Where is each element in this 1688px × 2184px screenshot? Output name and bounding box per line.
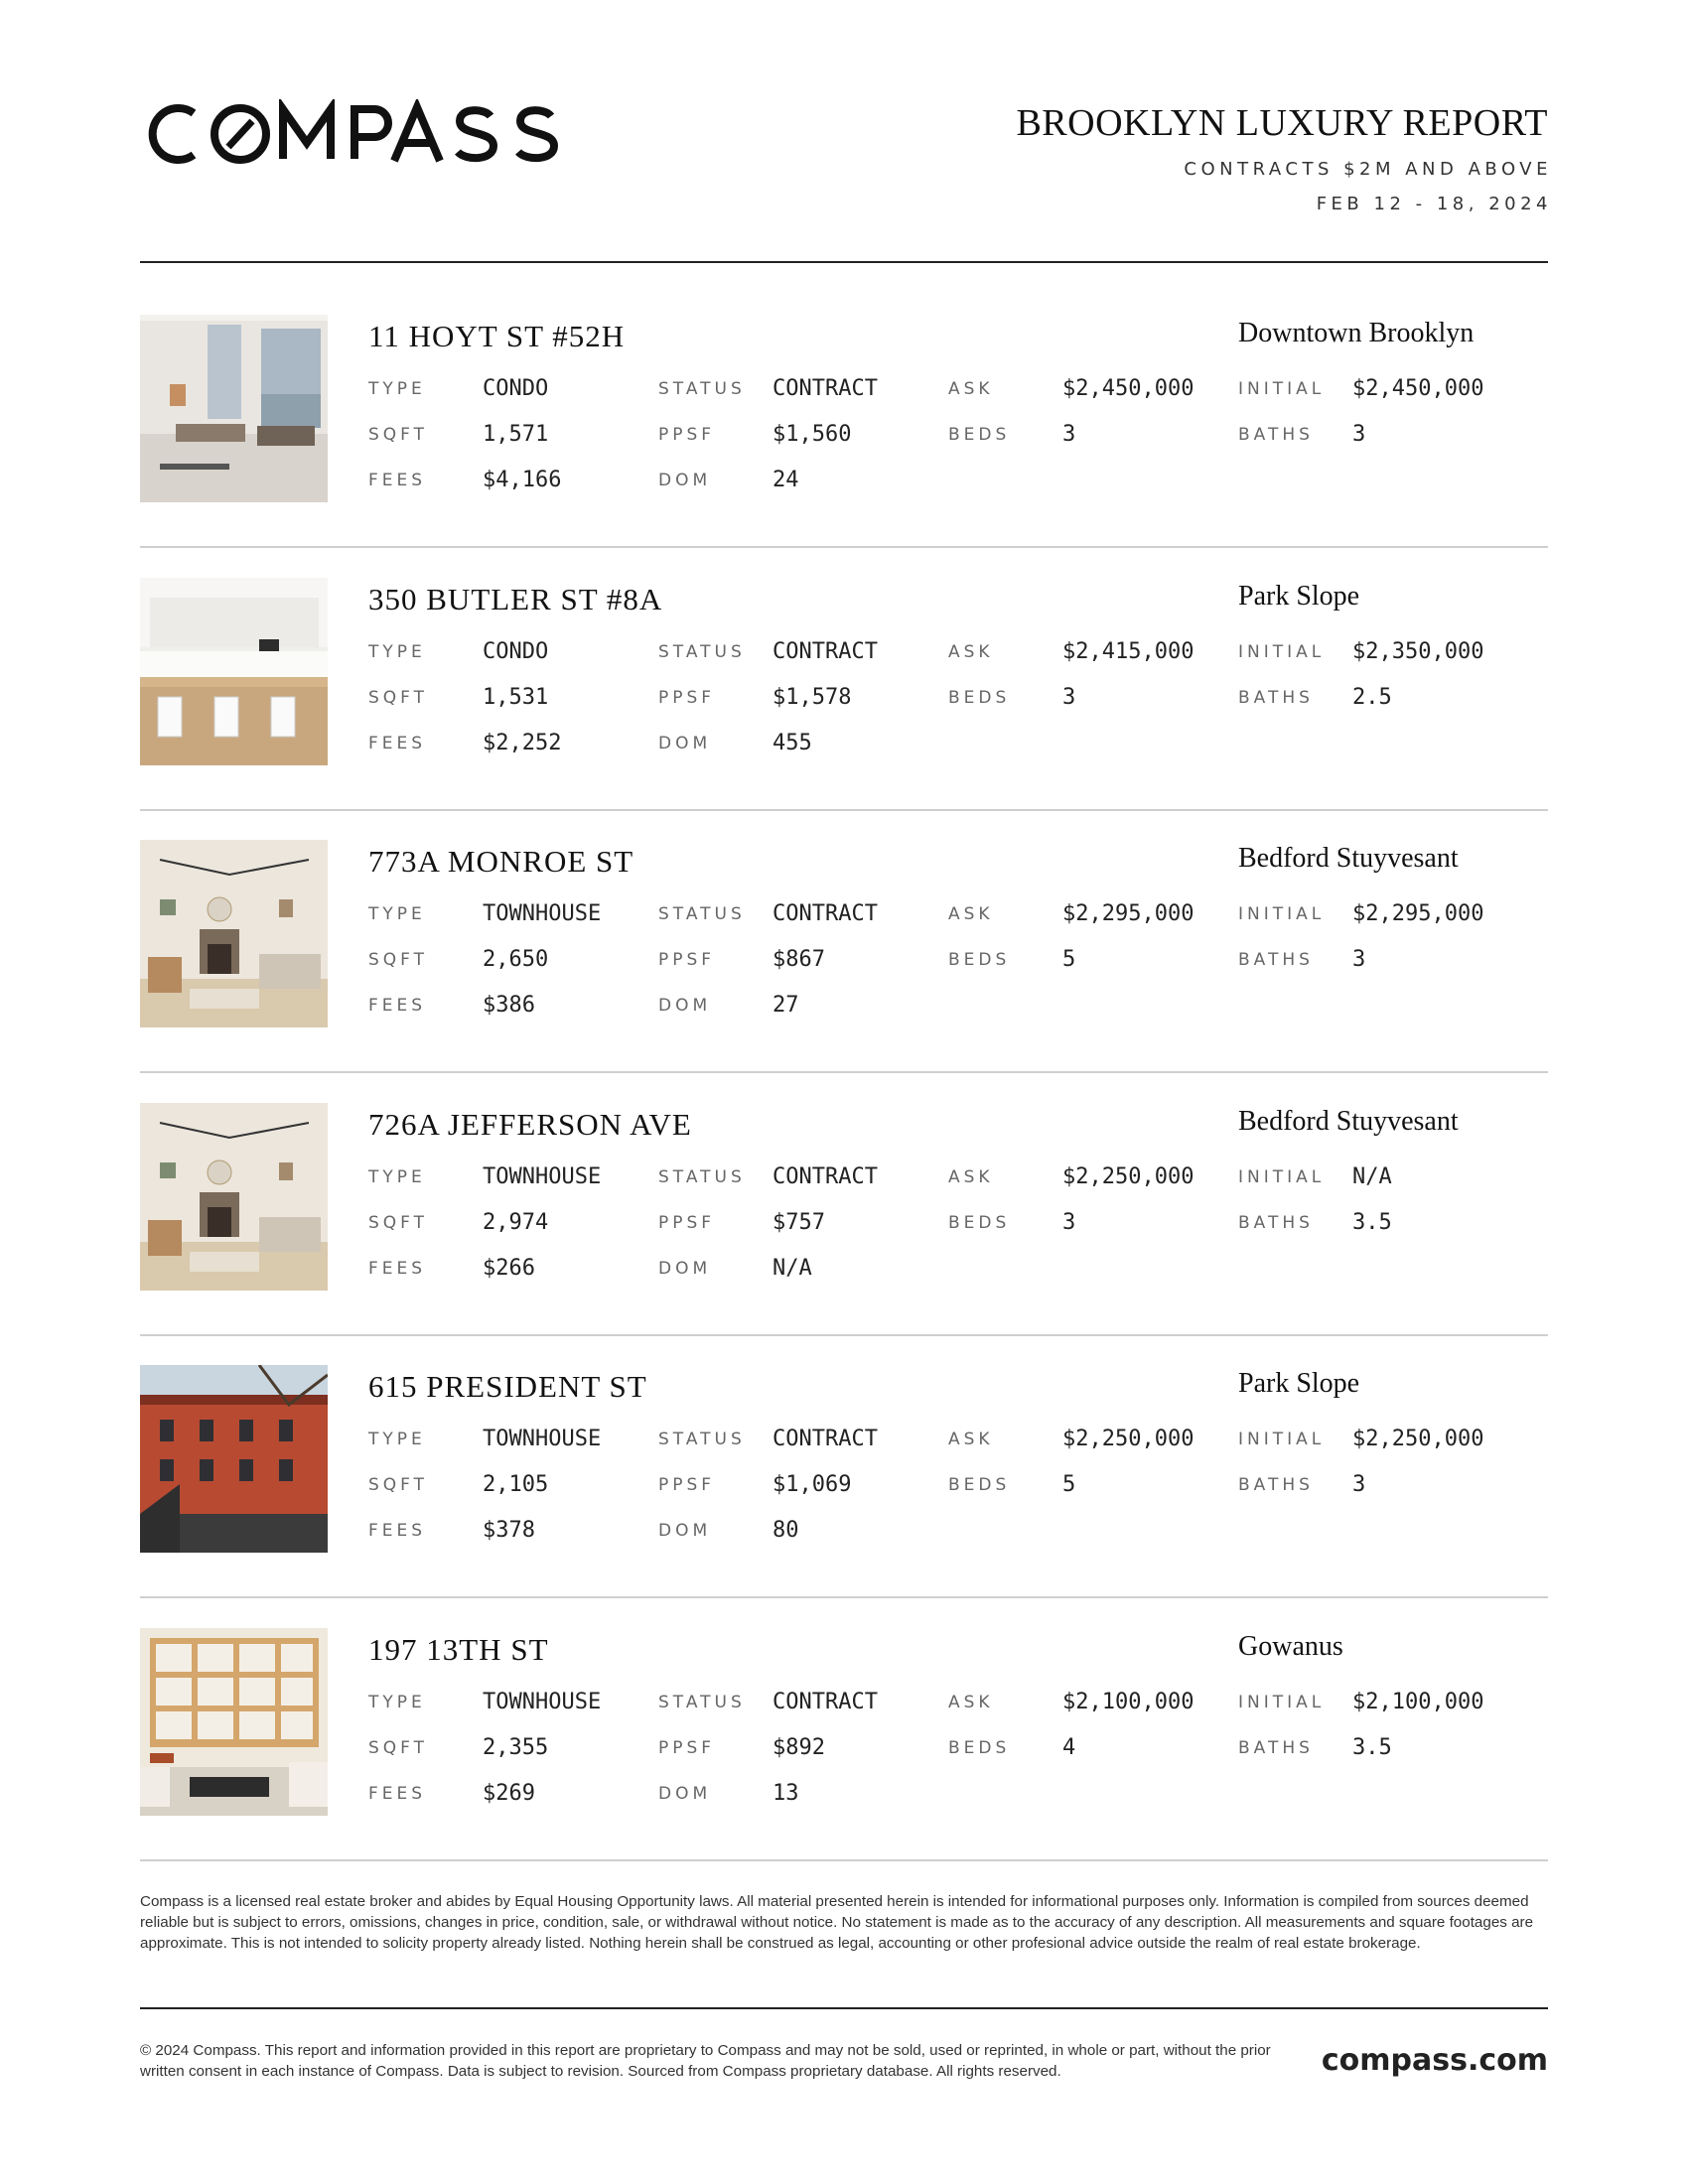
status-label: STATUS	[658, 379, 746, 399]
listing-item[interactable]	[140, 315, 1548, 578]
listing-neighborhood: Gowanus	[1238, 1630, 1343, 1662]
ask-value: $2,100,000	[1062, 1689, 1195, 1714]
initial-value: $2,250,000	[1352, 1427, 1484, 1451]
ask-label: ASK	[948, 1166, 994, 1187]
site-link[interactable]: compass.com	[1321, 2043, 1548, 2078]
baths-label: BATHS	[1238, 425, 1314, 445]
type-value: TOWNHOUSE	[483, 901, 602, 926]
sqft-value: 2,105	[483, 1472, 549, 1497]
initial-label: INITIAL	[1238, 1692, 1326, 1712]
dom-label: DOM	[658, 1783, 712, 1804]
disclaimer-text: Compass is a licensed real estate broker and abides by Equal Housing Opportunity laws. All material presented herein is intended for informational purposes only. Information is compiled from sources deemed reliable but is subject to errors, omissions, changes in price, condition, sale, or withdrawal without notice. No statement is made as to the accuracy of any description. All measurements and square footages are approximate. This is not intended to solicity property already listed. Nothing herein shall be construed as legal, accounting or other profesional advice outside the realm of real estate brokerage.	[140, 1893, 1534, 1952]
beds-label: BEDS	[948, 1212, 1011, 1233]
ask-label: ASK	[948, 1692, 994, 1712]
fees-label: FEES	[368, 471, 427, 490]
listing-divider	[140, 1596, 1548, 1598]
beds-label: BEDS	[948, 1737, 1011, 1758]
baths-label: BATHS	[1238, 687, 1314, 708]
footer-divider	[140, 2007, 1548, 2009]
listing-address[interactable]: 11 HOYT ST #52H	[368, 319, 626, 353]
fees-label: FEES	[368, 1258, 427, 1279]
dom-label: DOM	[658, 471, 712, 490]
initial-label: INITIAL	[1238, 904, 1326, 924]
listings-list	[140, 315, 1548, 1890]
baths-value: 3.5	[1352, 1734, 1392, 1760]
beds-value: 3	[1062, 684, 1076, 710]
beds-value: 3	[1062, 1209, 1076, 1235]
listing-divider	[140, 1859, 1548, 1861]
beds-label: BEDS	[948, 687, 1011, 708]
sqft-label: SQFT	[368, 687, 429, 708]
beds-value: 5	[1062, 1472, 1076, 1497]
ppsf-label: PPSF	[658, 1475, 716, 1495]
sqft-label: SQFT	[368, 1475, 429, 1495]
listing-divider	[140, 546, 1548, 548]
sqft-label: SQFT	[368, 1737, 429, 1758]
ask-label: ASK	[948, 379, 994, 399]
dom-label: DOM	[658, 996, 712, 1016]
copyright-text: © 2024 Compass. This report and information provided in this report are proprietary to Compass and may not be sold, used or reprinted, in whole or part, without the prior written consent in each instance of Compass. Data is subject to revision. Sourced from Compass proprietary database. All rights reserved.	[140, 2042, 1271, 2080]
parlor-photo[interactable]	[140, 840, 328, 1027]
report-subtitle: CONTRACTS $2M AND ABOVE	[1184, 159, 1552, 180]
dom-value: 455	[773, 730, 812, 755]
type-label: TYPE	[368, 1166, 426, 1187]
type-value: TOWNHOUSE	[483, 1689, 602, 1714]
status-label: STATUS	[658, 1166, 746, 1187]
ask-value: $2,450,000	[1062, 376, 1195, 401]
dom-value: 13	[773, 1780, 799, 1806]
sqft-label: SQFT	[368, 950, 429, 970]
listing-neighborhood: Bedford Stuyvesant	[1238, 843, 1459, 874]
initial-value: N/A	[1352, 1163, 1392, 1189]
dom-label: DOM	[658, 1521, 712, 1541]
report-title: BROOKLYN LUXURY REPORT	[1016, 102, 1548, 144]
type-label: TYPE	[368, 904, 426, 924]
baths-label: BATHS	[1238, 950, 1314, 970]
dom-value: 24	[773, 468, 799, 492]
fees-value: $386	[483, 993, 535, 1018]
sqft-value: 2,355	[483, 1734, 549, 1760]
listing-item[interactable]	[140, 1628, 1548, 1891]
initial-value: $2,450,000	[1352, 376, 1484, 401]
sqft-value: 1,531	[483, 684, 549, 710]
kitchen-photo[interactable]	[140, 578, 328, 765]
status-value: CONTRACT	[773, 1427, 878, 1451]
baths-label: BATHS	[1238, 1475, 1314, 1495]
sqft-value: 2,650	[483, 947, 549, 972]
sqft-label: SQFT	[368, 1212, 429, 1233]
initial-value: $2,100,000	[1352, 1689, 1484, 1714]
type-label: TYPE	[368, 379, 426, 399]
listing-neighborhood: Bedford Stuyvesant	[1238, 1105, 1459, 1137]
listing-address[interactable]: 615 PRESIDENT ST	[368, 1369, 647, 1404]
listing-divider	[140, 1071, 1548, 1073]
initial-label: INITIAL	[1238, 1430, 1326, 1449]
fees-label: FEES	[368, 733, 427, 753]
ppsf-value: $892	[773, 1734, 825, 1760]
listing-item[interactable]	[140, 1365, 1548, 1628]
fees-value: $269	[483, 1780, 535, 1806]
status-label: STATUS	[658, 904, 746, 924]
type-label: TYPE	[368, 1692, 426, 1712]
compass-logo	[144, 99, 571, 169]
fees-label: FEES	[368, 1521, 427, 1541]
initial-value: $2,350,000	[1352, 638, 1484, 664]
sqft-label: SQFT	[368, 425, 429, 445]
dom-value: N/A	[773, 1255, 812, 1281]
living-room-photo[interactable]	[140, 315, 328, 502]
type-value: TOWNHOUSE	[483, 1163, 602, 1189]
ask-label: ASK	[948, 904, 994, 924]
status-value: CONTRACT	[773, 1689, 878, 1714]
ask-label: ASK	[948, 1430, 994, 1449]
ppsf-value: $1,560	[773, 422, 852, 447]
dom-value: 80	[773, 1518, 799, 1543]
type-label: TYPE	[368, 1430, 426, 1449]
listing-address[interactable]: 350 BUTLER ST #8A	[368, 581, 663, 616]
ppsf-label: PPSF	[658, 425, 716, 445]
type-label: TYPE	[368, 641, 426, 662]
sqft-value: 2,974	[483, 1209, 549, 1235]
beds-label: BEDS	[948, 950, 1011, 970]
beds-label: BEDS	[948, 1475, 1011, 1495]
brownstone-exterior-photo[interactable]	[140, 1365, 328, 1553]
dom-label: DOM	[658, 1258, 712, 1279]
baths-value: 3	[1352, 1472, 1366, 1497]
report-page	[140, 0, 1552, 2184]
ask-label: ASK	[948, 641, 994, 662]
baths-value: 3.5	[1352, 1209, 1392, 1235]
type-value: CONDO	[483, 638, 549, 664]
report-date-range: FEB 12 - 18, 2024	[1316, 194, 1552, 214]
parlor-photo[interactable]	[140, 1103, 328, 1291]
ppsf-label: PPSF	[658, 687, 716, 708]
report-header	[140, 99, 1552, 266]
status-label: STATUS	[658, 1692, 746, 1712]
listing-item[interactable]	[140, 578, 1548, 841]
listing-neighborhood: Downtown Brooklyn	[1238, 318, 1475, 348]
ppsf-value: $1,069	[773, 1472, 852, 1497]
listing-address[interactable]: 726A JEFFERSON AVE	[368, 1106, 692, 1142]
ppsf-label: PPSF	[658, 1212, 716, 1233]
fees-value: $378	[483, 1518, 535, 1543]
beds-value: 5	[1062, 947, 1076, 972]
fees-value: $2,252	[483, 730, 562, 755]
dom-value: 27	[773, 993, 799, 1018]
beds-label: BEDS	[948, 425, 1011, 445]
listing-neighborhood: Park Slope	[1238, 580, 1360, 612]
ppsf-value: $1,578	[773, 684, 852, 710]
listing-divider	[140, 1334, 1548, 1336]
type-value: TOWNHOUSE	[483, 1427, 602, 1451]
status-label: STATUS	[658, 641, 746, 662]
dom-label: DOM	[658, 733, 712, 753]
ppsf-value: $867	[773, 947, 825, 972]
listing-divider	[140, 809, 1548, 811]
ask-value: $2,415,000	[1062, 638, 1195, 664]
status-value: CONTRACT	[773, 901, 878, 926]
header-divider	[140, 261, 1548, 263]
fees-label: FEES	[368, 996, 427, 1016]
listing-item[interactable]	[140, 1103, 1548, 1366]
status-label: STATUS	[658, 1430, 746, 1449]
beds-value: 4	[1062, 1734, 1076, 1760]
baths-value: 3	[1352, 947, 1366, 972]
ppsf-value: $757	[773, 1209, 825, 1235]
initial-label: INITIAL	[1238, 379, 1326, 399]
ask-value: $2,250,000	[1062, 1163, 1195, 1189]
sqft-value: 1,571	[483, 422, 549, 447]
listing-neighborhood: Park Slope	[1238, 1368, 1360, 1399]
baths-value: 2.5	[1352, 684, 1392, 710]
fees-label: FEES	[368, 1783, 427, 1804]
ask-value: $2,295,000	[1062, 901, 1195, 926]
fees-value: $4,166	[483, 468, 562, 492]
baths-label: BATHS	[1238, 1212, 1314, 1233]
listing-address[interactable]: 773A MONROE ST	[368, 844, 634, 879]
report-title-block	[1016, 99, 1552, 214]
initial-label: INITIAL	[1238, 641, 1326, 662]
bookshelf-living-room-photo[interactable]	[140, 1628, 328, 1816]
ppsf-label: PPSF	[658, 950, 716, 970]
type-value: CONDO	[483, 376, 549, 401]
initial-value: $2,295,000	[1352, 901, 1484, 926]
initial-label: INITIAL	[1238, 1166, 1326, 1187]
status-value: CONTRACT	[773, 1163, 878, 1189]
fees-value: $266	[483, 1255, 535, 1281]
ask-value: $2,250,000	[1062, 1427, 1195, 1451]
status-value: CONTRACT	[773, 638, 878, 664]
listing-item[interactable]	[140, 840, 1548, 1103]
baths-label: BATHS	[1238, 1737, 1314, 1758]
status-value: CONTRACT	[773, 376, 878, 401]
beds-value: 3	[1062, 422, 1076, 447]
ppsf-label: PPSF	[658, 1737, 716, 1758]
listing-address[interactable]: 197 13TH ST	[368, 1631, 549, 1667]
baths-value: 3	[1352, 422, 1366, 447]
